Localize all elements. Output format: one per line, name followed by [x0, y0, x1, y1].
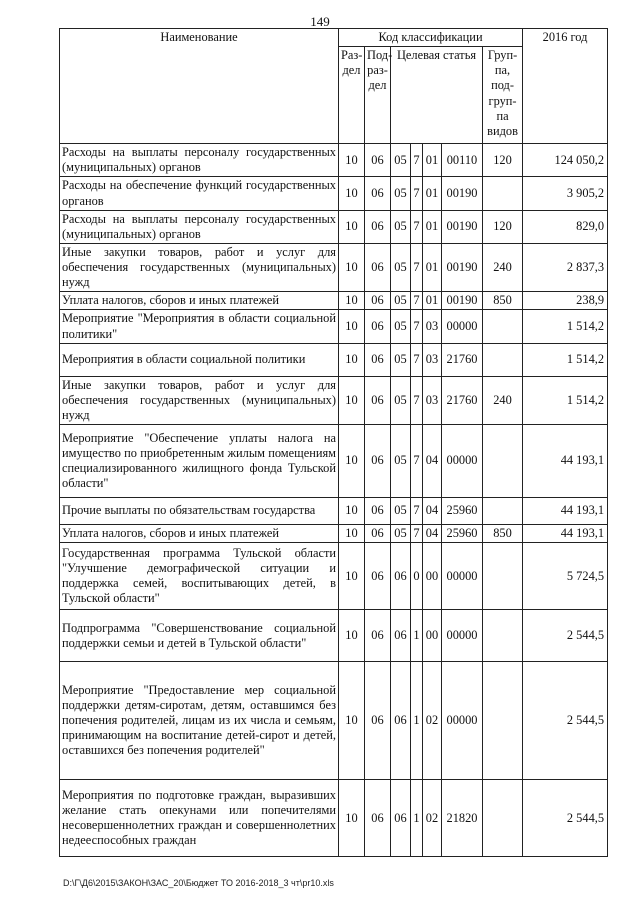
row-podrazdel: 06 — [365, 376, 391, 424]
row-group — [483, 343, 523, 376]
row-name: Мероприятия по подготовке граждан, выразивших желание стать опекунами или попечителями несовершеннолетних граждан и совершеннолетних недееспособных граждан — [60, 780, 339, 857]
row-amount: 2 544,5 — [523, 662, 608, 780]
row-amount: 44 193,1 — [523, 425, 608, 498]
row-target-direction: 00000 — [442, 543, 483, 610]
row-amount: 1 514,2 — [523, 376, 608, 424]
row-target-program: 05 — [391, 525, 411, 543]
row-target-direction: 00190 — [442, 210, 483, 243]
row-name: Иные закупки товаров, работ и услуг для обеспечения государственных (муниципальных) нужд — [60, 376, 339, 424]
row-target-subprogram: 7 — [411, 525, 423, 543]
page-number: 149 — [310, 14, 330, 29]
row-target-direction: 21760 — [442, 376, 483, 424]
row-name: Уплата налогов, сборов и иных платежей — [60, 292, 339, 310]
row-target-direction: 21760 — [442, 343, 483, 376]
table-row — [60, 543, 608, 610]
row-target-subprogram: 7 — [411, 343, 423, 376]
row-group — [483, 498, 523, 525]
row-razdel: 10 — [339, 425, 365, 498]
row-podrazdel: 06 — [365, 425, 391, 498]
row-amount: 124 050,2 — [523, 144, 608, 177]
row-name: Уплата налогов, сборов и иных платежей — [60, 525, 339, 543]
row-target-program: 05 — [391, 425, 411, 498]
row-target-event: 01 — [423, 292, 442, 310]
table-body — [60, 144, 608, 857]
row-amount: 2 837,3 — [523, 243, 608, 291]
row-podrazdel: 06 — [365, 310, 391, 343]
row-razdel: 10 — [339, 310, 365, 343]
row-target-program: 05 — [391, 177, 411, 210]
row-target-event: 04 — [423, 425, 442, 498]
row-target-direction: 00190 — [442, 243, 483, 291]
row-target-subprogram: 7 — [411, 498, 423, 525]
row-name: Мероприятие "Предоставление мер социальной поддержки детям-сиротам, детям, оставшимся без попечения родителей, лицам из их числа и семьям, принимающим на воспитание детей-сирот и детей, оставшихся без попечения родителей" — [60, 662, 339, 780]
row-podrazdel: 06 — [365, 610, 391, 662]
row-razdel: 10 — [339, 525, 365, 543]
row-target-subprogram: 1 — [411, 662, 423, 780]
row-razdel: 10 — [339, 243, 365, 291]
table-row — [60, 177, 608, 210]
row-target-subprogram: 7 — [411, 177, 423, 210]
row-target-direction: 00190 — [442, 292, 483, 310]
row-amount: 2 544,5 — [523, 610, 608, 662]
row-razdel: 10 — [339, 662, 365, 780]
row-target-event: 03 — [423, 376, 442, 424]
row-group — [483, 662, 523, 780]
row-amount: 44 193,1 — [523, 525, 608, 543]
row-razdel: 10 — [339, 610, 365, 662]
row-target-program: 05 — [391, 292, 411, 310]
row-target-subprogram: 7 — [411, 210, 423, 243]
table-header — [60, 29, 608, 144]
row-name: Прочие выплаты по обязательствам государства — [60, 498, 339, 525]
table-row — [60, 662, 608, 780]
row-target-event: 02 — [423, 780, 442, 857]
row-target-subprogram: 7 — [411, 376, 423, 424]
row-group — [483, 177, 523, 210]
row-target-direction: 00190 — [442, 177, 483, 210]
row-target-program: 05 — [391, 210, 411, 243]
row-target-program: 05 — [391, 498, 411, 525]
table-row — [60, 210, 608, 243]
row-group: 850 — [483, 525, 523, 543]
row-group — [483, 610, 523, 662]
row-group — [483, 310, 523, 343]
row-podrazdel: 06 — [365, 210, 391, 243]
row-razdel: 10 — [339, 144, 365, 177]
row-razdel: 10 — [339, 292, 365, 310]
row-name: Государственная программа Тульской области "Улучшение демографической ситуации и поддержка семей, воспитывающих детей, в Тульской области" — [60, 543, 339, 610]
row-podrazdel: 06 — [365, 780, 391, 857]
row-podrazdel: 06 — [365, 144, 391, 177]
row-group: 240 — [483, 376, 523, 424]
row-target-direction: 00000 — [442, 662, 483, 780]
table-row — [60, 243, 608, 291]
row-amount: 44 193,1 — [523, 498, 608, 525]
header-code: Код классификации — [339, 29, 523, 47]
row-target-direction: 00000 — [442, 310, 483, 343]
row-name: Расходы на выплаты персоналу государственных (муниципальных) органов — [60, 210, 339, 243]
header-year: 2016 год — [523, 29, 608, 144]
table-row — [60, 292, 608, 310]
row-name: Мероприятие "Мероприятия в области социальной политики" — [60, 310, 339, 343]
row-group: 240 — [483, 243, 523, 291]
row-target-program: 05 — [391, 343, 411, 376]
row-target-program: 05 — [391, 310, 411, 343]
row-podrazdel: 06 — [365, 177, 391, 210]
row-group: 120 — [483, 210, 523, 243]
row-target-subprogram: 1 — [411, 780, 423, 857]
row-target-direction: 25960 — [442, 498, 483, 525]
table-row — [60, 310, 608, 343]
row-amount: 1 514,2 — [523, 310, 608, 343]
row-amount: 1 514,2 — [523, 343, 608, 376]
row-target-subprogram: 0 — [411, 543, 423, 610]
row-podrazdel: 06 — [365, 243, 391, 291]
row-podrazdel: 06 — [365, 292, 391, 310]
row-razdel: 10 — [339, 177, 365, 210]
row-target-subprogram: 7 — [411, 243, 423, 291]
row-target-program: 05 — [391, 243, 411, 291]
row-podrazdel: 06 — [365, 343, 391, 376]
row-amount: 2 544,5 — [523, 780, 608, 857]
row-target-direction: 21820 — [442, 780, 483, 857]
row-podrazdel: 06 — [365, 662, 391, 780]
row-razdel: 10 — [339, 780, 365, 857]
row-amount: 3 905,2 — [523, 177, 608, 210]
row-name: Иные закупки товаров, работ и услуг для обеспечения государственных (муниципальных) нужд — [60, 243, 339, 291]
row-target-direction: 00110 — [442, 144, 483, 177]
table-row — [60, 610, 608, 662]
row-target-event: 03 — [423, 310, 442, 343]
row-target-event: 01 — [423, 177, 442, 210]
row-group: 120 — [483, 144, 523, 177]
row-group: 850 — [483, 292, 523, 310]
row-target-subprogram: 7 — [411, 425, 423, 498]
row-name: Расходы на выплаты персоналу государственных (муниципальных) органов — [60, 144, 339, 177]
row-target-event: 04 — [423, 498, 442, 525]
row-name: Подпрограмма "Совершенствование социальной поддержки семьи и детей в Тульской области" — [60, 610, 339, 662]
header-razdel: Раз-дел — [339, 47, 365, 144]
row-target-event: 00 — [423, 543, 442, 610]
table-row — [60, 498, 608, 525]
row-target-subprogram: 1 — [411, 610, 423, 662]
row-target-subprogram: 7 — [411, 292, 423, 310]
row-target-event: 01 — [423, 210, 442, 243]
row-podrazdel: 06 — [365, 498, 391, 525]
row-target-event: 01 — [423, 144, 442, 177]
row-target-event: 01 — [423, 243, 442, 291]
row-target-program: 06 — [391, 543, 411, 610]
header-name: Наименование — [60, 29, 339, 144]
table-row — [60, 525, 608, 543]
row-razdel: 10 — [339, 210, 365, 243]
row-podrazdel: 06 — [365, 525, 391, 543]
table-row — [60, 144, 608, 177]
row-target-direction: 00000 — [442, 425, 483, 498]
row-target-event: 02 — [423, 662, 442, 780]
row-target-event: 00 — [423, 610, 442, 662]
table-row — [60, 376, 608, 424]
row-target-program: 06 — [391, 662, 411, 780]
row-target-program: 06 — [391, 610, 411, 662]
row-target-event: 04 — [423, 525, 442, 543]
header-target: Целевая статья — [391, 47, 483, 144]
row-group — [483, 425, 523, 498]
row-target-program: 05 — [391, 376, 411, 424]
row-target-direction: 25960 — [442, 525, 483, 543]
header-group: Груп-па, под-груп-па видов — [483, 47, 523, 144]
row-razdel: 10 — [339, 343, 365, 376]
file-path-footer: D:\Г\Д6\2015\ЗАКОН\ЗАС_20\Бюджет ТО 2016-2018_3 чт\pr10.xls — [63, 878, 334, 888]
row-razdel: 10 — [339, 543, 365, 610]
row-amount: 829,0 — [523, 210, 608, 243]
row-target-direction: 00000 — [442, 610, 483, 662]
row-target-subprogram: 7 — [411, 144, 423, 177]
row-group — [483, 780, 523, 857]
row-target-program: 05 — [391, 144, 411, 177]
row-name: Расходы на обеспечение функций государственных органов — [60, 177, 339, 210]
row-podrazdel: 06 — [365, 543, 391, 610]
row-amount: 238,9 — [523, 292, 608, 310]
budget-table — [59, 28, 608, 857]
row-name: Мероприятие "Обеспечение уплаты налога на имущество по приобретенным жилым помещениям специализированного жилищного фонда Тульской области" — [60, 425, 339, 498]
row-group — [483, 543, 523, 610]
row-target-program: 06 — [391, 780, 411, 857]
row-name: Мероприятия в области социальной политики — [60, 343, 339, 376]
header-podrazdel: Под-раз-дел — [365, 47, 391, 144]
row-target-subprogram: 7 — [411, 310, 423, 343]
table-row — [60, 343, 608, 376]
row-target-event: 03 — [423, 343, 442, 376]
table-row — [60, 425, 608, 498]
row-razdel: 10 — [339, 376, 365, 424]
table-row — [60, 780, 608, 857]
row-amount: 5 724,5 — [523, 543, 608, 610]
row-razdel: 10 — [339, 498, 365, 525]
